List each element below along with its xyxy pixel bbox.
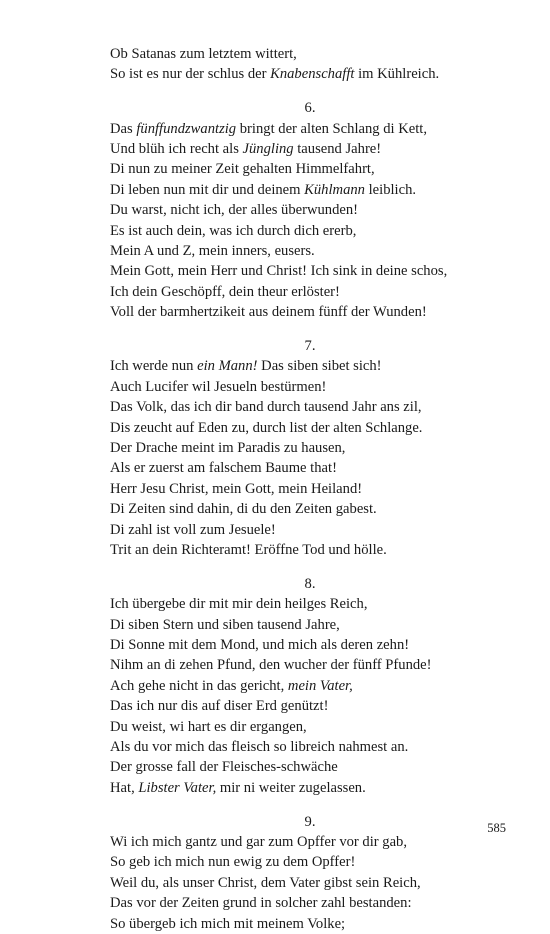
verse-text: bringt der alten Schlang di Kett, xyxy=(236,120,427,137)
verse-text: Di nun zu meiner Zeit gehalten Himmelfahrt, xyxy=(110,161,375,178)
verse-text: Mein A und Z, mein inners, eusers. xyxy=(110,243,315,260)
verse-line xyxy=(110,520,510,540)
verse-text: Auch Lucifer wil Jesueln bestürmen! xyxy=(110,378,327,395)
verse-text: Das siben sibet sich! xyxy=(257,358,382,375)
verse-line xyxy=(110,377,510,397)
verse-line xyxy=(110,873,510,893)
verse-text: Und blüh ich recht als xyxy=(110,141,243,158)
verse-line xyxy=(110,64,510,84)
verse-text: Das xyxy=(110,120,137,137)
verse-text: So übergeb ich mich mit meinem Volke; xyxy=(110,915,346,932)
verse-line xyxy=(110,397,510,417)
verse-line xyxy=(110,852,510,872)
verse-text: Di Zeiten sind dahin, di du den Zeiten gabest. xyxy=(110,501,377,518)
verse-text: Das ich nur dis auf diser Erd genützt! xyxy=(110,698,329,715)
stanza xyxy=(110,832,510,934)
verse-text: Der Drache meint im Paradis zu hausen, xyxy=(110,440,346,457)
verse-text: Du weist, wi hart es dir ergangen, xyxy=(110,718,307,735)
verse-text: Das Volk, das ich dir band durch tausend Jahr ans zil, xyxy=(110,399,422,416)
verse-line xyxy=(110,159,510,179)
verse-line xyxy=(110,356,510,376)
verse-line xyxy=(110,302,510,322)
verse-line xyxy=(110,893,510,913)
verse-line xyxy=(110,180,510,200)
verse-text: Nihm an di zehen Pfund, den wucher der fünff Pfunde! xyxy=(110,657,432,674)
verse-text: Ich werde nun xyxy=(110,358,198,375)
verse-line xyxy=(110,615,510,635)
verse-line xyxy=(110,499,510,519)
verse-line xyxy=(110,241,510,261)
verse-text: Herr Jesu Christ, mein Gott, mein Heiland! xyxy=(110,480,363,497)
verse-line xyxy=(110,778,510,798)
verse-line xyxy=(110,635,510,655)
verse-text: Hat, xyxy=(110,779,139,796)
stanza xyxy=(110,356,510,560)
verse-text: So ist es nur der schlus der xyxy=(110,66,271,83)
verse-text: Als er zuerst am falschem Baume that! xyxy=(110,460,337,477)
verse-line xyxy=(110,717,510,737)
verse-text: Als du vor mich das fleisch so libreich nahmest an. xyxy=(110,739,409,755)
verse-line xyxy=(110,438,510,458)
verse-text: Ich übergebe dir mit mir dein heilges Reich, xyxy=(110,596,368,613)
verse-line xyxy=(110,418,510,438)
verse-text: Di leben nun mit dir und deinem xyxy=(110,181,305,198)
verse-text: tausend Jahre! xyxy=(293,141,382,158)
stanza-number: 8. xyxy=(304,575,316,592)
verse-text: Di siben Stern und siben tausend Jahre, xyxy=(110,616,340,633)
stanza-number: 9. xyxy=(304,813,316,830)
verse-line xyxy=(110,44,510,64)
verse-text: im Kühlreich. xyxy=(354,66,440,83)
verse-emphasis: mein Vater, xyxy=(287,677,353,694)
verse-line xyxy=(110,282,510,302)
stanza-number: 7. xyxy=(304,338,316,355)
stanza xyxy=(110,44,510,85)
verse-line xyxy=(110,914,510,934)
verse-text: Der grosse fall der Fleisches-schwäche xyxy=(110,759,338,776)
verse-text: Ich dein Geschöpff, dein theur erlöster! xyxy=(110,283,340,300)
stanza xyxy=(110,119,510,323)
verse-text: Du warst, nicht ich, der alles überwunden! xyxy=(110,202,359,219)
poem-page xyxy=(110,44,510,934)
verse-text: Di zahl ist voll zum Jesuele! xyxy=(110,521,276,538)
verse-line xyxy=(110,458,510,478)
verse-line xyxy=(110,261,510,281)
verse-text: Es ist auch dein, was ich durch dich ererb, xyxy=(110,222,357,239)
verse-emphasis: Knabenschafft xyxy=(270,66,355,83)
verse-text: Mein Gott, mein Herr und Christ! Ich sink in deine schos, xyxy=(110,263,448,280)
verse-line xyxy=(110,540,510,560)
verse-line xyxy=(110,757,510,777)
verse-line xyxy=(110,479,510,499)
verse-emphasis: Jüngling xyxy=(242,141,294,158)
verse-line xyxy=(110,696,510,716)
verse-line xyxy=(110,139,510,159)
verse-emphasis: Libster Vater, xyxy=(138,779,217,796)
verse-text: Weil du, als unser Christ, dem Vater gibst sein Reich, xyxy=(110,874,421,891)
verse-text: Dis zeucht auf Eden zu, durch list der alten Schlange. xyxy=(110,419,423,436)
verse-emphasis: ein Mann! xyxy=(197,358,258,375)
stanza-number: 6. xyxy=(304,100,316,117)
verse-line xyxy=(110,676,510,696)
verse-text: Ach gehe nicht in das gericht, xyxy=(110,677,288,694)
verse-text: Das vor der Zeiten grund in solcher zahl bestanden: xyxy=(110,895,412,912)
stanza xyxy=(110,594,510,798)
verse-text: Ob Satanas zum letztem wittert, xyxy=(110,46,297,62)
verse-line xyxy=(110,832,510,852)
verse-emphasis: fünffundzwantzig xyxy=(136,120,237,137)
verse-text: Trit an dein Richteramt! Eröffne Tod und hölle. xyxy=(110,541,387,558)
verse-line xyxy=(110,737,510,757)
verse-text: So geb ich mich nun ewig zu dem Opffer! xyxy=(110,854,356,871)
page-number: 585 xyxy=(487,821,506,835)
verse-text: leiblich. xyxy=(364,181,417,198)
verse-emphasis: Kühlmann xyxy=(304,181,365,198)
verse-text: mir ni weiter zugelassen. xyxy=(216,779,366,796)
verse-line xyxy=(110,594,510,614)
verse-text: Wi ich mich gantz und gar zum Opffer vor dir gab, xyxy=(110,834,408,851)
verse-line xyxy=(110,655,510,675)
verse-line xyxy=(110,119,510,139)
verse-line xyxy=(110,200,510,220)
verse-line xyxy=(110,221,510,241)
verse-text: Voll der barmhertzikeit aus deinem fünff der Wunden! xyxy=(110,304,427,321)
verse-text: Di Sonne mit dem Mond, und mich als deren zehn! xyxy=(110,637,410,654)
